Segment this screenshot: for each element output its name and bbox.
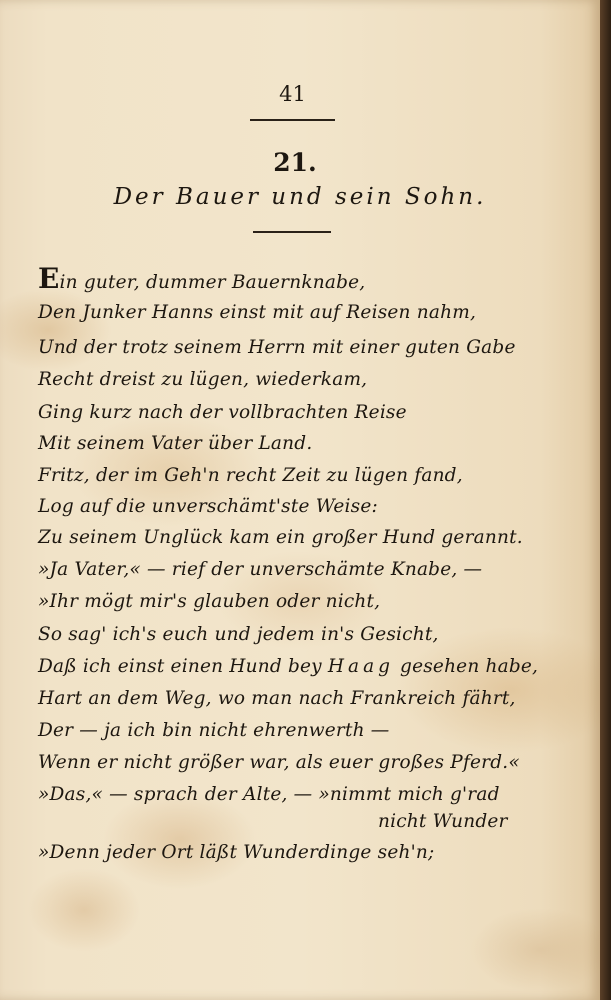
poem-line-12: So sag' ich's euch und jedem in's Gesicht, [38,624,439,645]
poem-line-17-continuation: nicht Wunder [378,811,508,832]
header-rule [250,119,335,121]
poem-line-7: Fritz, der im Geh'n recht Zeit zu lügen fand, [38,465,463,486]
poem-line-16: Wenn er nicht größer war, als euer großes Pferd.« [38,752,520,773]
poem-line-10: »Ja Vater,« — rief der unverschämte Knabe, — [38,559,483,580]
poem-line-2: Den Junker Hanns einst mit auf Reisen nahm, [38,302,477,323]
poem-line-8: Log auf die unverschämt'ste Weise: [38,496,378,517]
poem-line-14: Hart an dem Weg, wo man nach Frankreich fährt, [38,688,516,709]
poem-line-15: Der — ja ich bin nicht ehrenwerth — [38,720,390,741]
poem-title: Der Bauer und sein Sohn. [113,184,487,210]
poem-line-17: »Das,« — sprach der Alte, — »nimmt mich g'rad [38,784,500,805]
poem-line-11: »Ihr mögt mir's glauben oder nicht, [38,591,381,612]
place-name: Haag [327,656,394,677]
poem-line-6: Mit seinem Vater über Land. [38,433,313,454]
poem-line-13-after: gesehen habe, [393,656,539,677]
poem-line-9: Zu seinem Unglück kam ein großer Hund gerannt. [38,527,523,548]
poem-line-13 [38,656,538,677]
poem-number: 21. [273,148,317,177]
poem-line-1-text: in guter, dummer Bauernknabe, [59,272,366,293]
poem-line-13-before: Daß ich einst einen Hund bey [38,656,328,677]
poem-line-1 [38,262,365,295]
poem-line-4: Recht dreist zu lügen, wiederkam, [38,369,368,390]
poem-line-5: Ging kurz nach der vollbrachten Reise [38,402,407,423]
poem-line-3: Und der trotz seinem Herrn mit einer guten Gabe [38,337,516,358]
poem-line-18: »Denn jeder Ort läßt Wunderdinge seh'n; [38,842,435,863]
drop-initial: E [38,262,60,295]
book-edge [600,0,611,1000]
title-rule [253,231,331,233]
page-number: 41 [279,82,306,106]
